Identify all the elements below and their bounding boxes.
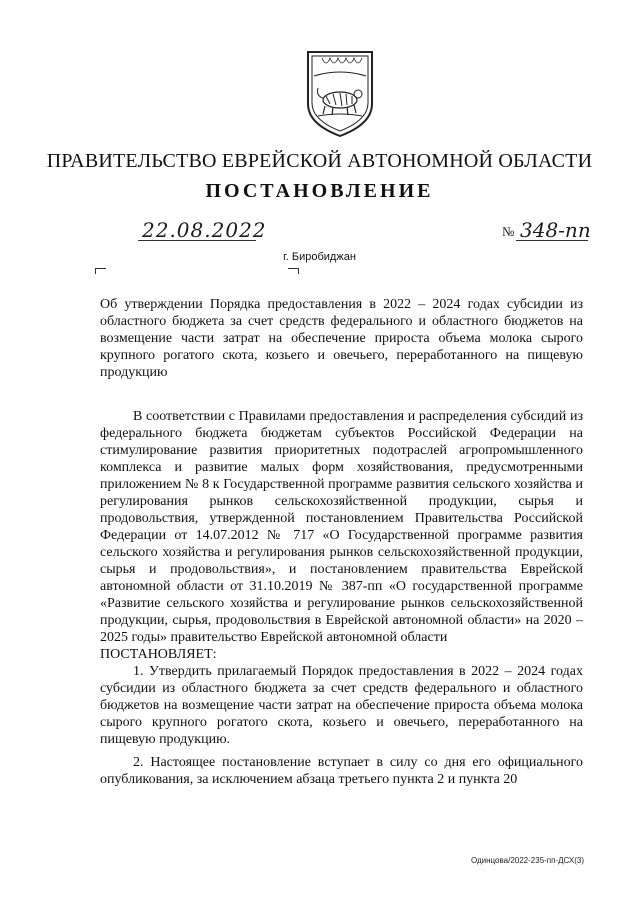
document-body bbox=[100, 408, 583, 788]
item-2-paragraph: 2. Настоящее постановление вступает в силу со дня его официального опубликования, за исключением абзаца третьего пункта 2 и пункта 20 bbox=[100, 755, 583, 787]
document-number: 348-пп bbox=[520, 218, 591, 242]
document-type-heading: ПОСТАНОВЛЕНИЕ bbox=[205, 180, 434, 202]
document-date: 22.08.2022 bbox=[142, 218, 267, 242]
date-underline bbox=[138, 240, 256, 241]
preamble-paragraph: В соответствии с Правилами предоставления и распределения субсидий из федерального бюджета бюджетам субъектов Российской Федерации на стимулирование развития приоритетных подотраслей агропромышленного комплекса и развитие малых форм хозяйствования, предусмотренными приложением № 8 к Государственной программе развития сельского хозяйства и регулирования рынков сельскохозяйственной продукции, сырья и продовольствия, утвержденной постановлением Правительства Российской Федерации от 14.07.2012 № 717 «О Государственной программе развития сельского хозяйства и регулирования рынков сельскохозяйственной продукции, сырья и продовольствия», и постановлением правительства Еврейской автономной области от 31.10.2019 № 387-пп «О государственной программе «Развитие сельского хозяйства и регулирование рынков сельскохозяйственной продукции, сырья, продовольствия в Еврейской автономной области» на 2020 – 2025 годы» правительство Еврейской автономной области bbox=[100, 409, 583, 645]
footer-code: Одинцова/2022-235-пп-ДСХ(3) bbox=[470, 856, 584, 865]
number-underline bbox=[516, 240, 588, 241]
document-subject: Об утверждении Порядка предоставления в 2022 – 2024 годах субсидии из областного бюджета за счет средств федерального и областного бюджетов на возмещение части затрат на обеспечение прироста объема молока сырого крупного рогатого скота, козьего и овечьего, переработанного на пищевую продукцию bbox=[100, 297, 583, 380]
resolve-heading: ПОСТАНОВЛЯЕТ: bbox=[100, 647, 217, 662]
coat-of-arms-icon bbox=[300, 46, 380, 140]
subject-corner-right bbox=[288, 268, 299, 274]
item-1-paragraph: 1. Утвердить прилагаемый Порядок предоставления в 2022 – 2024 годах субсидии из областного бюджета за счет средств федерального и областного бюджетов на возмещение части затрат на обеспечение прироста объема молока сырого крупного рогатого скота, козьего и овечьего, переработанного на пищевую продукцию. bbox=[100, 664, 583, 747]
city-name: г. Биробиджан bbox=[283, 251, 356, 263]
number-sign: № bbox=[502, 224, 515, 239]
subject-corner-left bbox=[95, 268, 106, 274]
government-title: ПРАВИТЕЛЬСТВО ЕВРЕЙСКОЙ АВТОНОМНОЙ ОБЛАСТИ bbox=[46, 150, 593, 172]
